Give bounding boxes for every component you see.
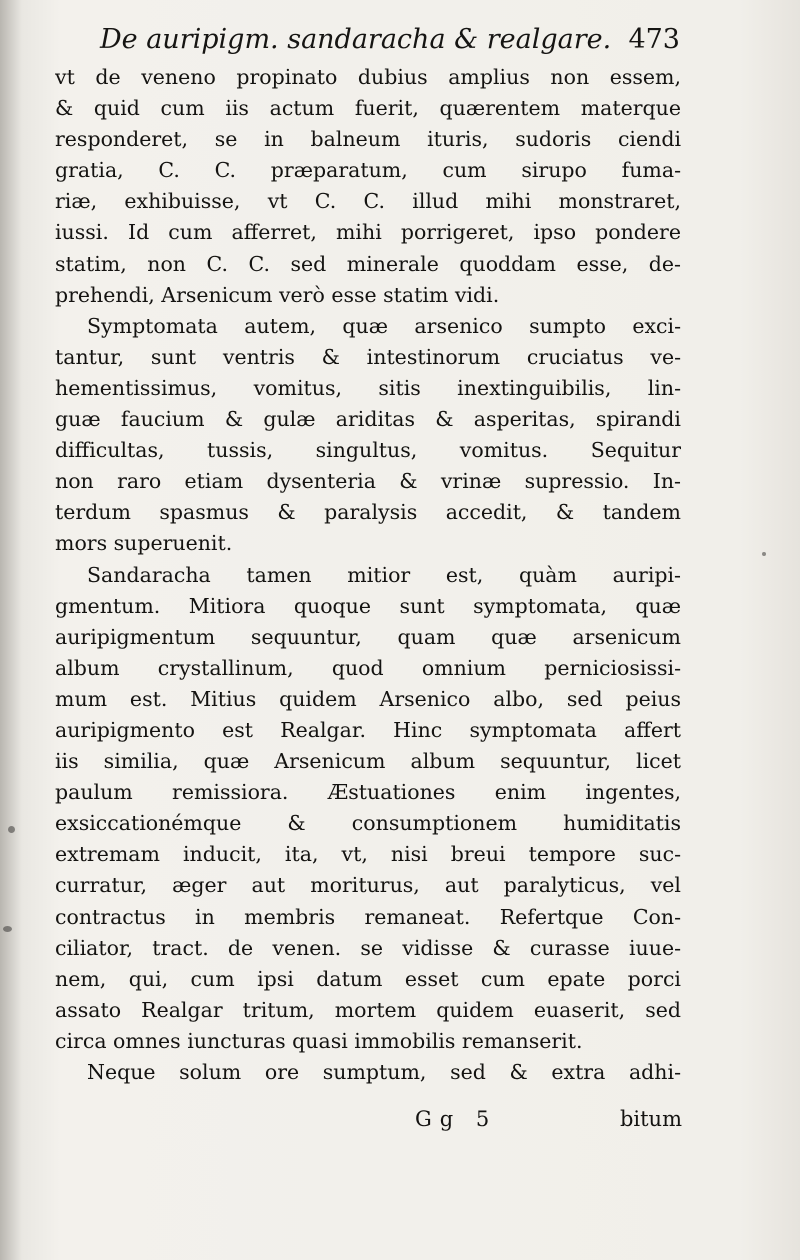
text-line: album crystallinum, quod omnium perniciosissi- xyxy=(55,655,681,680)
text-line: mors superuenit. xyxy=(55,531,233,556)
text-line: nem, qui, cum ipsi datum esset cum epate porci xyxy=(55,966,681,991)
text-line: assato Realgar tritum, mortem quidem euaserit, sed xyxy=(55,997,681,1022)
text-line: riæ, exhibuisse, vt C. C. illud mihi monstraret, xyxy=(55,189,681,214)
text-line: iis similia, quæ Arsenicum album sequuntur, licet xyxy=(55,749,681,774)
text-line: difficultas, tussis, singultus, vomitus. Sequitur xyxy=(55,438,681,463)
text-line: mum est. Mitius quidem Arsenico albo, sed peius xyxy=(55,686,681,711)
running-title: De auripigm. sandaracha & realgare. xyxy=(100,24,612,55)
text-line: non raro etiam dysenteria & vrinæ supressio. In- xyxy=(55,469,681,494)
text-line: statim, non C. C. sed minerale quoddam esse, de- xyxy=(55,251,681,276)
text-line: Symptomata autem, quæ arsenico sumpto exci- xyxy=(87,313,681,338)
ink-speck xyxy=(762,552,766,556)
text-line: vt de veneno propinato dubius amplius non essem, xyxy=(55,65,681,89)
text-line: curratur, æger aut moriturus, aut paralyticus, vel xyxy=(55,873,681,898)
catchword: bitum xyxy=(619,1107,682,1131)
signature-mark: Gg 5 xyxy=(415,1107,498,1131)
text-line: paulum remissiora. Æstuationes enim ingentes, xyxy=(55,780,681,805)
text-line: auripigmentum sequuntur, quam quæ arsenicum xyxy=(55,624,681,649)
text-line: terdum spasmus & paralysis accedit, & tandem xyxy=(55,500,681,525)
ink-speck xyxy=(8,826,15,833)
text-line: contractus in membris remaneat. Refertque Con- xyxy=(55,904,681,929)
page-number: 473 xyxy=(628,24,680,55)
text-line: & quid cum iis actum fuerit, quærentem materque xyxy=(55,96,681,121)
text-line: responderet, se in balneum ituris, sudoris ciendi xyxy=(55,127,681,152)
text-line: iussi. Id cum afferret, mihi porrigeret, ipso pondere xyxy=(55,220,681,245)
text-line: auripigmento est Realgar. Hinc symptomata affert xyxy=(55,717,681,742)
text-line: extremam inducit, ita, vt, nisi breui tempore suc- xyxy=(55,842,681,867)
body-text xyxy=(55,62,681,1088)
text-line: tantur, sunt ventris & intestinorum cruciatus ve- xyxy=(55,344,681,369)
text-line: guæ faucium & gulæ ariditas & asperitas, spirandi xyxy=(55,407,681,432)
text-line: prehendi, Arsenicum verò esse statim vidi. xyxy=(55,282,500,307)
text-line: exsiccationémque & consumptionem humiditatis xyxy=(55,811,681,836)
text-line: gmentum. Mitiora quoque sunt symptomata, quæ xyxy=(55,593,681,618)
text-line: Sandaracha tamen mitior est, quàm auripi- xyxy=(87,562,681,587)
text-line: hementissimus, vomitus, sitis inextinguibilis, lin- xyxy=(55,375,681,400)
running-header xyxy=(100,24,680,62)
text-line: circa omnes iuncturas quasi immobilis remanserit. xyxy=(55,1028,583,1053)
text-line: ciliator, tract. de venen. se vidisse & curasse iuue- xyxy=(55,935,681,960)
ink-speck xyxy=(3,926,12,932)
text-line: gratia, C. C. præparatum, cum sirupo fuma- xyxy=(55,158,681,183)
text-line: Neque solum ore sumptum, sed & extra adhi- xyxy=(87,1060,681,1084)
page-footer xyxy=(60,1107,682,1139)
